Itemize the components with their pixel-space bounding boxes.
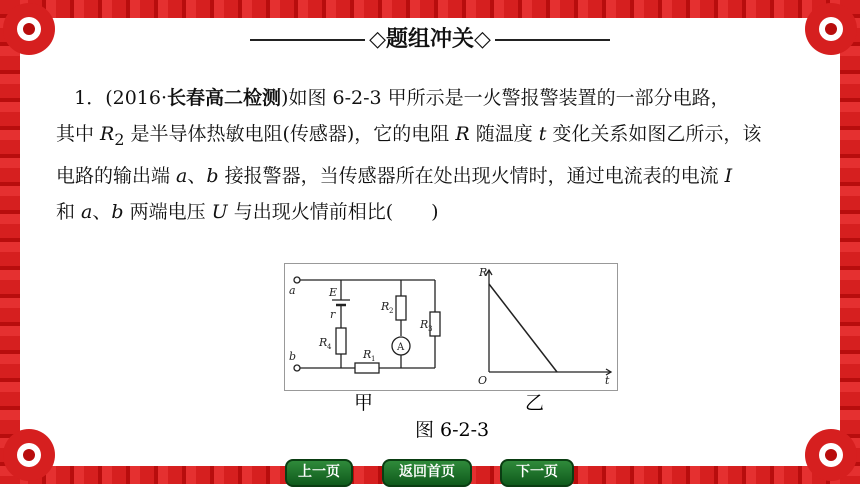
heading-rule-left — [250, 39, 365, 41]
figure-box — [284, 263, 618, 391]
label-b: b — [289, 350, 297, 363]
label-R3-sub: 3 — [428, 325, 433, 333]
label-R4-sub: 4 — [327, 343, 332, 351]
frame-right — [840, 0, 860, 484]
figure-title: 图 6-2-3 — [415, 419, 490, 441]
label-R1: R — [363, 348, 372, 361]
terminal-a — [294, 277, 300, 283]
frame-left — [0, 0, 20, 484]
next-page-button[interactable]: 下一页 — [500, 459, 574, 487]
label-ammeter: A — [397, 342, 405, 353]
label-a: a — [289, 284, 296, 297]
caption-jia: 甲 — [354, 392, 374, 414]
question-line-4: 和 a、b 两端电压 U 与出现火情前相比( ) — [56, 200, 439, 223]
circuit-and-graph — [285, 264, 617, 390]
label-t-axis: t — [605, 374, 610, 387]
label-origin: O — [478, 374, 488, 387]
prev-page-button[interactable]: 上一页 — [285, 459, 353, 487]
heading-title: 题组冲关 — [385, 27, 474, 52]
question-source: 长春高二检测 — [167, 87, 282, 109]
label-R-axis: R — [479, 266, 488, 279]
section-heading: ◇题组冲关◇ — [0, 22, 860, 53]
heading-rule-right — [495, 39, 610, 41]
caption-yi: 乙 — [525, 392, 545, 414]
home-button[interactable]: 返回首页 — [382, 459, 472, 487]
question-text — [56, 80, 816, 230]
label-R2: R — [381, 300, 390, 313]
label-r: r — [330, 308, 336, 321]
label-R2-sub: 2 — [389, 307, 394, 315]
question-line-3: 电路的输出端 a、b 接报警器，当传感器所在处出现火情时，通过电流表的电流 I — [56, 164, 733, 187]
label-R1-sub: 1 — [371, 355, 376, 363]
r-vs-t-line — [489, 284, 557, 372]
resistor-r1 — [355, 363, 379, 373]
terminal-b — [294, 365, 300, 371]
question-line-2: 其中 $R_2$ 是半导体热敏电阻(传感器)，它的电阻 R 随温度 t 变化关系如图乙所示，该 — [56, 123, 762, 149]
resistor-r2 — [396, 296, 406, 320]
corner-ornament-icon — [0, 426, 58, 484]
label-E: E — [329, 286, 338, 299]
frame-top — [0, 0, 860, 18]
question-line-1: 1．(2016·长春高二检测)如图 6-2-3 甲所示是一火警报警装置的一部分电路， — [74, 87, 730, 109]
resistor-r4 — [336, 328, 346, 354]
label-R3: R — [420, 318, 429, 331]
label-R4: R — [319, 336, 328, 349]
corner-ornament-icon — [802, 426, 860, 484]
